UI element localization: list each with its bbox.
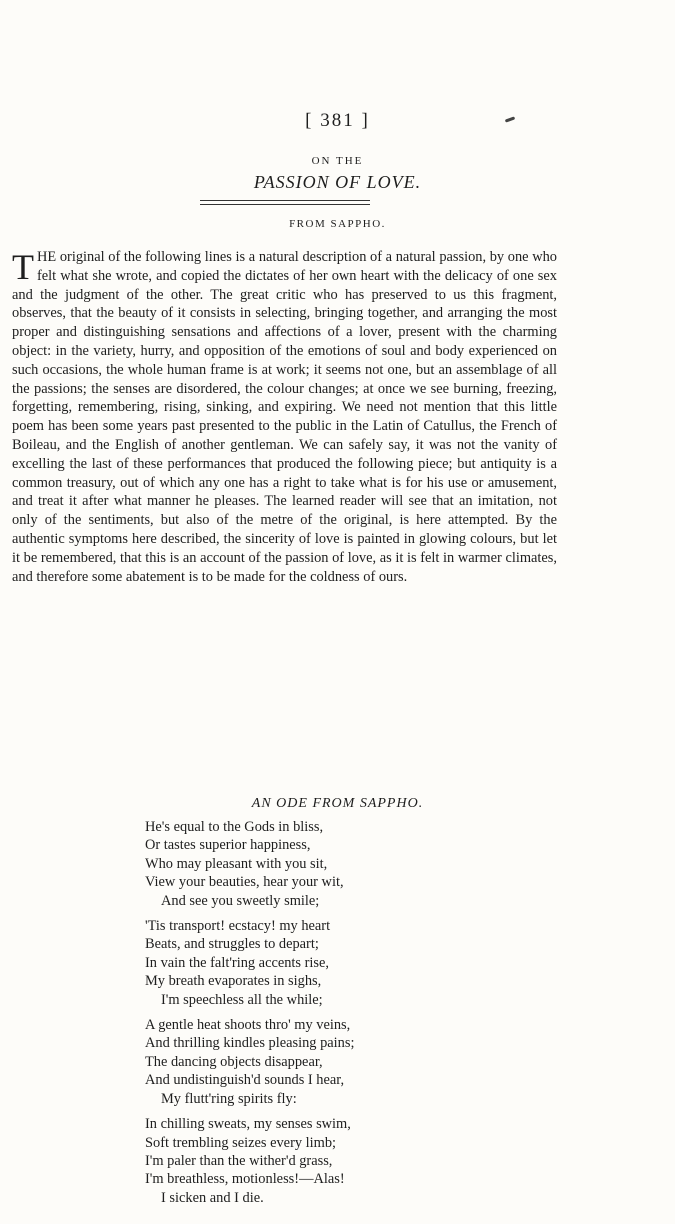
title-rule-bottom (200, 204, 370, 205)
title-rule-top (200, 200, 370, 201)
poem-line: And thrilling kindles pleasing pains; (145, 1035, 355, 1052)
poem-line: My breath evaporates in sighs, (145, 973, 322, 990)
page-number: [ 381 ] (305, 110, 370, 131)
stanza (145, 818, 425, 910)
poem-line: Soft trembling seizes every limb; (145, 1134, 337, 1151)
poem-line: He's equal to the Gods in bliss, (145, 819, 324, 835)
poem-line: I sicken and I die. (161, 1189, 264, 1206)
poem-line: And see you sweetly smile; (161, 892, 320, 909)
stanza (145, 917, 425, 1009)
poem-line: I'm speechless all the while; (161, 991, 323, 1008)
poem-line: A gentle heat shoots thro' my veins, (145, 1017, 351, 1034)
poem-line: In chilling sweats, my senses swim, (145, 1116, 351, 1133)
poem-line: I'm breathless, motionless!—Alas! (145, 1171, 345, 1188)
poem-line: In vain the falt'ring accents rise, (145, 954, 330, 971)
introduction-paragraph (12, 248, 557, 586)
drop-cap: T (12, 247, 34, 287)
poem-line: 'Tis transport! ecstacy! my heart (145, 918, 331, 935)
poem-line: I'm paler than the wither'd grass, (145, 1152, 333, 1169)
heading-on-the: ON THE (311, 155, 364, 167)
poem-line: The dancing objects disappear, (145, 1053, 323, 1070)
page-title: PASSION OF LOVE. (253, 172, 422, 192)
poem-line: Beats, and struggles to depart; (145, 936, 319, 953)
poem-line: Or tastes superior happiness, (145, 837, 311, 854)
stanza (145, 1016, 425, 1108)
introduction-text: HE original of the following lines is a natural description of a natural passion, by one who felt what she wrote, and copied the dictates of her own heart with the delicacy of one sex and the judgment of the other. The great critic who has preserved to us this fragment, observes, that the beauty of it consists in selecting, bringing together, and arranging the most proper and distinguishing sensations and affections of a lover, present with the charming object: in the variety, hurry, and opposition of the emotions of soul and body experienced on such occasions, the whole human frame is at work; it seems not one, but an assemblage of all the passions; the senses are disordered, the colour changes; at once we see burning, freezing, forgetting, remembering, rising, sinking, and expiring. We need not mention that this little poem has been some years past presented to the public in the Latin of Catullus, the French of Boileau, and the English of another gentleman. We can safely say, it was not the vanity of excelling the last of these performances that produced the following piece; but antiquity is a common treasury, out of which any one has a right to take what is for his use or amusement, and treat it after what manner he pleases. The learned reader will see that an imitation, not only of the sentiments, but also of the metre of the original, is here attempted. By the authentic symptoms here described, the sincerity of love is painted in glowing colours, but let it be remembered, that this is an account of the passion of love, as it is felt in warmer climates, and therefore some abatement is to be made for the coldness of ours. (12, 249, 557, 585)
source-line: FROM SAPPHO. (289, 218, 386, 230)
ode-poem (145, 818, 425, 1214)
poem-line: View your beauties, hear your wit, (145, 874, 344, 891)
poem-line: Who may pleasant with you sit, (145, 855, 328, 872)
poem-line: And undistinguish'd sounds I hear, (145, 1072, 345, 1089)
ode-title: AN ODE FROM SAPPHO. (251, 796, 424, 811)
stanza (145, 1115, 425, 1207)
poem-line: My flutt'ring spirits fly: (161, 1090, 297, 1107)
